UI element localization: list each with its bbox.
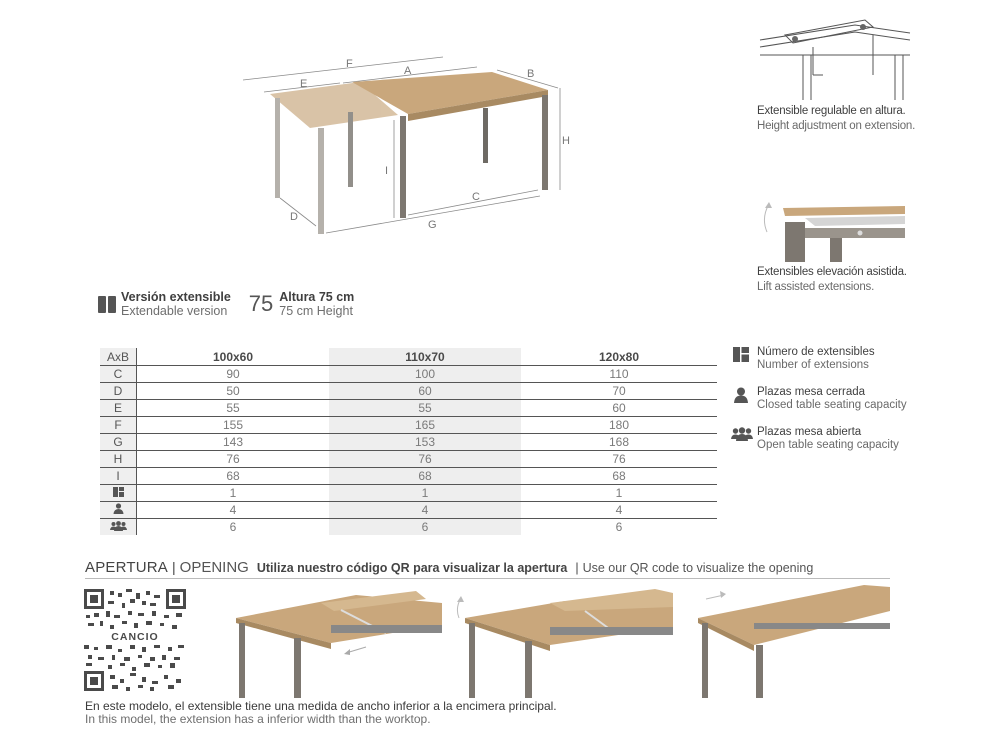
- header-size: 110x70: [329, 348, 521, 366]
- cell: 50: [137, 383, 330, 400]
- table-row: [100, 502, 717, 519]
- group-icon: [100, 519, 137, 536]
- person-icon: [733, 387, 753, 407]
- label-d: D: [290, 211, 298, 223]
- dimensions-table: [100, 348, 717, 535]
- width-note: [85, 700, 557, 726]
- cell: 6: [229, 520, 237, 534]
- legend: [733, 346, 933, 452]
- cell: 4: [329, 502, 521, 519]
- opening-step-3-image: [694, 583, 890, 698]
- table-row: [100, 468, 717, 485]
- version-subtitle: Extendable version: [121, 304, 228, 318]
- cell: 76: [329, 451, 521, 468]
- cell: 1: [329, 485, 521, 502]
- cell: 70: [521, 383, 717, 400]
- header-axb: AxB: [100, 348, 137, 366]
- label-i: I: [385, 165, 389, 177]
- lift-assist-image: [755, 200, 905, 262]
- cell: 60: [521, 400, 717, 417]
- feature-title: Extensibles elevación asistida.: [757, 266, 907, 278]
- person-icon: [100, 502, 137, 519]
- opening-header: [85, 559, 813, 576]
- cell: 90: [137, 366, 330, 383]
- group-icon: [731, 427, 753, 445]
- opening-title-es: APERTURA: [85, 559, 169, 576]
- opening-divider: [85, 578, 890, 579]
- qr-instruction-en: Use our QR code to visualize the opening: [582, 561, 814, 575]
- cell: 143: [137, 434, 330, 451]
- table-header-row: [100, 348, 717, 366]
- cell: 110: [521, 366, 717, 383]
- row-key: I: [100, 468, 137, 485]
- feature-subtitle: Lift assisted extensions.: [757, 281, 875, 293]
- cell: 76: [137, 451, 330, 468]
- cell: 180: [521, 417, 717, 434]
- cell: 1: [137, 485, 330, 502]
- label-b: B: [527, 68, 535, 80]
- cell: 68: [521, 468, 717, 485]
- legend-title: Número de extensibles: [757, 346, 875, 358]
- version-title: Versión extensible: [121, 290, 231, 304]
- table-dimension-diagram: [230, 50, 590, 240]
- cell: 1: [521, 485, 717, 502]
- extendable-icon: [98, 296, 116, 313]
- extensions-icon: [100, 485, 137, 502]
- label-g: G: [428, 219, 437, 231]
- label-a: A: [404, 65, 412, 77]
- table-row: [100, 434, 717, 451]
- cell: 76: [521, 451, 717, 468]
- legend-subtitle: Closed table seating capacity: [757, 399, 907, 411]
- legend-item-open-seating: [733, 426, 933, 452]
- cell: 60: [329, 383, 521, 400]
- cell: 55: [137, 400, 330, 417]
- cell: 153: [329, 434, 521, 451]
- table-row: [100, 366, 717, 383]
- cell: 68: [137, 468, 330, 485]
- label-f: F: [346, 58, 353, 70]
- height-title: Altura 75 cm: [279, 290, 355, 304]
- row-key: G: [100, 434, 137, 451]
- cell: 68: [329, 468, 521, 485]
- qr-code[interactable]: [84, 589, 186, 691]
- feature-height-adjustment: [757, 104, 915, 134]
- separator: |: [575, 561, 579, 575]
- legend-subtitle: Open table seating capacity: [757, 439, 899, 451]
- table-row: [100, 417, 717, 434]
- height-number: 75: [248, 291, 274, 316]
- legend-title: Plazas mesa cerrada: [757, 386, 866, 398]
- cell: 6: [615, 520, 623, 534]
- note-es: En este modelo, el extensible tiene una medida de ancho inferior a la encimera principal.: [85, 699, 557, 713]
- label-e: E: [300, 78, 308, 90]
- feature-lift-assist: [757, 265, 907, 295]
- legend-item-closed-seating: [733, 386, 933, 412]
- header-size: 120x80: [521, 348, 717, 366]
- cell: 168: [521, 434, 717, 451]
- header-size: 100x60: [137, 348, 330, 366]
- row-key: F: [100, 417, 137, 434]
- cell: 55: [329, 400, 521, 417]
- label-c: C: [472, 191, 480, 203]
- table-row: [100, 451, 717, 468]
- cell: 6: [329, 519, 521, 536]
- separator: |: [172, 559, 176, 575]
- version-info: [98, 290, 354, 318]
- cell: 4: [137, 502, 330, 519]
- height-subtitle: 75 cm Height: [279, 304, 353, 318]
- legend-subtitle: Number of extensions: [757, 359, 869, 371]
- label-h: H: [562, 135, 570, 147]
- row-key: E: [100, 400, 137, 417]
- extensions-icon: [733, 347, 753, 366]
- feature-subtitle: Height adjustment on extension.: [757, 120, 916, 132]
- height-adjustment-image: [755, 5, 915, 100]
- table-row: [100, 383, 717, 400]
- legend-title: Plazas mesa abierta: [757, 426, 862, 438]
- cell: 165: [329, 417, 521, 434]
- row-key: D: [100, 383, 137, 400]
- qr-instruction-es: Utiliza nuestro código QR para visualizar la apertura: [256, 561, 568, 575]
- opening-step-2-image: [455, 583, 673, 698]
- qr-brand: CANCIO: [111, 631, 159, 643]
- note-en: In this model, the extension has a inferior width than the worktop.: [85, 712, 431, 726]
- table-row: [100, 400, 717, 417]
- table-row: [100, 519, 717, 536]
- opening-step-1-image: [236, 583, 442, 698]
- cell: 155: [137, 417, 330, 434]
- opening-title-en: OPENING: [179, 559, 249, 576]
- feature-title: Extensible regulable en altura.: [757, 105, 906, 117]
- row-key: C: [100, 366, 137, 383]
- legend-item-extensions: [733, 346, 933, 372]
- cell: 4: [521, 502, 717, 519]
- cell: 100: [329, 366, 521, 383]
- table-row: [100, 485, 717, 502]
- row-key: H: [100, 451, 137, 468]
